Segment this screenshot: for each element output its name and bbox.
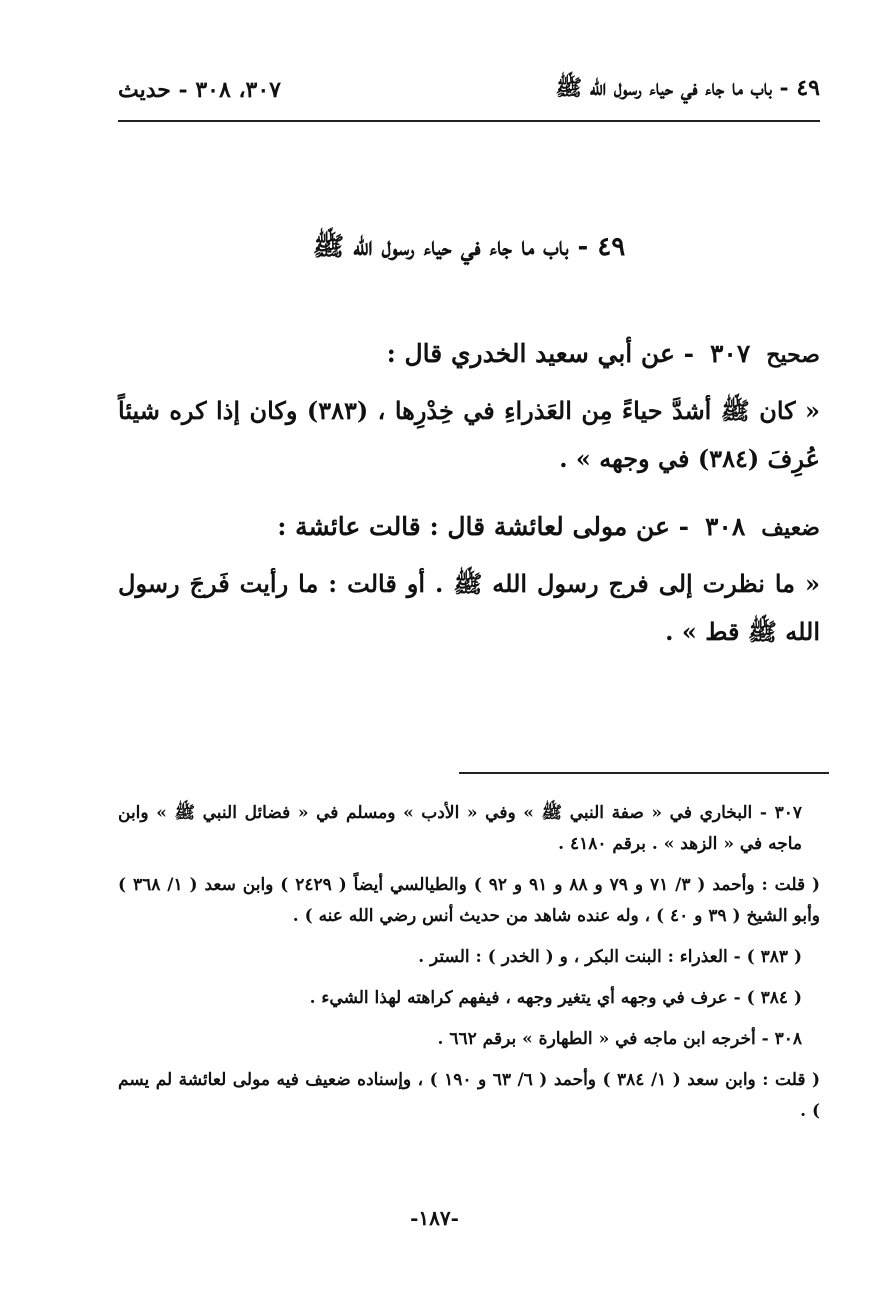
- main-text: [118, 330, 820, 676]
- hadith-grade: صحيح: [766, 342, 820, 368]
- hadith-text: « كان ﷺ أشدَّ حياءً مِن العَذراءِ في خِدْرِها ، (٣٨٣) وكان إذا كره شيئاً عُرِفَ (٣٨٤) في وجهه » .: [118, 396, 821, 473]
- hadith-number: ٣٠٨: [704, 512, 746, 541]
- footnote-384: ( ٣٨٤ ) - عرف في وجهه أي يتغير وجهه ، فيفهم كراهته لهذا الشيء .: [309, 988, 802, 1008]
- footnote-307-sources: ٣٠٧ - البخاري في « صفة النبي ﷺ » وفي « الأدب » ومسلم في « فضائل النبي ﷺ » وابن ماجه في « الزهد » . برقم ٤١٨٠ .: [118, 803, 802, 854]
- page-number: -١٨٧-: [410, 1206, 459, 1230]
- footnotes: [118, 798, 820, 1137]
- running-header-hadith-range: ٣٠٧، ٣٠٨ - حديث: [118, 77, 281, 103]
- hadith-308: [118, 503, 820, 656]
- running-header: [118, 70, 820, 110]
- footnote-307-note: ( قلت : وأحمد ( ٣/ ٧١ و ٧٩ و ٨٨ و ٩١ و ٩٢ ) والطيالسي أيضاً ( ٢٤٢٩ ) وابن سعد ( ١/ ٣٦٨ ) وأبو الشيخ ( ٣٩ و ٤٠ ) ، وله عنده شاهد من حديث أنس رضي الله عنه ) .: [118, 875, 821, 926]
- running-header-chapter: ٤٩ - باب ما جاء في حياء رسول الله ﷺ: [555, 75, 820, 101]
- hadith-text: « ما نظرت إلى فرج رسول الله ﷺ . أو قالت : ما رأيت فَرجَ رسول الله ﷺ قط » .: [118, 569, 820, 646]
- footnote-308-sources: ٣٠٨ - أخرجه ابن ماجه في « الطهارة » برقم ٦٦٢ .: [437, 1029, 802, 1049]
- hadith-heading: [118, 503, 820, 552]
- hadith-grade: ضعيف: [761, 515, 820, 541]
- footnote-383: ( ٣٨٣ ) - العذراء : البنت البكر ، و ( الخدر ) : الستر .: [418, 947, 802, 967]
- hadith-heading: [118, 330, 820, 379]
- hadith-intro: - عن أبي سعيد الخدري قال :: [386, 339, 694, 368]
- hadith-intro: - عن مولى لعائشة قال : قالت عائشة :: [277, 512, 689, 541]
- footnote-divider: [459, 772, 829, 774]
- hadith-307: [118, 330, 820, 483]
- footnote-308-note: ( قلت : وابن سعد ( ١/ ٣٨٤ ) وأحمد ( ٦/ ٦٣ و ١٩٠ ) ، وإسناده ضعيف فيه مولى لعائشة لم يسم ) .: [118, 1070, 820, 1121]
- header-divider: [118, 120, 820, 122]
- hadith-number: ٣٠٧: [709, 339, 751, 368]
- chapter-title: ٤٩ - باب ما جاء في حياء رسول الله ﷺ: [312, 232, 626, 262]
